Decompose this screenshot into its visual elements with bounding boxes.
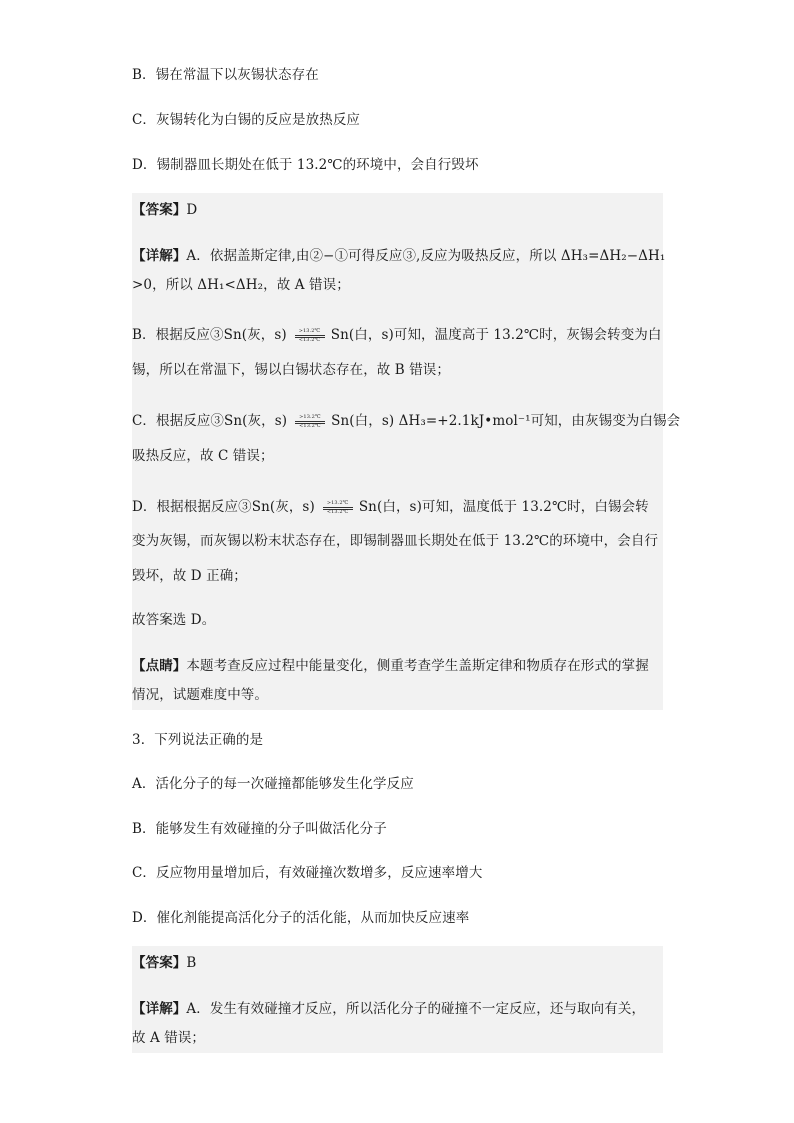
- answer-value: D: [186, 202, 198, 218]
- detail2-line-1: 【详解】A．发生有效碰撞才反应，所以活化分子的碰撞不一定反应，还与取向有关，: [132, 1001, 646, 1017]
- detail-d-line-2: 变为灰锡，而灰锡以粉末状态存在，即锡制器皿长期处在低于 13.2℃的环境中，会自行: [132, 533, 659, 549]
- option-c: C．灰锡转化为白锡的反应是放热反应: [132, 112, 361, 128]
- detail-label: 【详解】: [132, 248, 187, 264]
- question-3: 3．下列说法正确的是: [132, 732, 264, 748]
- option-b: B．锡在常温下以灰锡状态存在: [132, 67, 319, 83]
- conclusion: 故答案选 D。: [132, 612, 216, 628]
- detail-a-line-1: 【详解】A．依据盖斯定律,由②−①可得反应③,反应为吸热反应，所以 ΔH₃=ΔH₂−ΔH₁: [132, 248, 666, 264]
- detail-b-line-2: 锡，所以在常温下，锡以白锡状态存在，故 B 错误；: [132, 362, 451, 378]
- question-3-option-c: C．反应物用量增加后，有效碰撞次数增多，反应速率增大: [132, 865, 483, 881]
- detail2-line-2: 故 A 错误；: [132, 1030, 206, 1046]
- detail-a-line-2: >0，所以 ΔH₁<ΔH₂，故 A 错误；: [132, 277, 350, 293]
- reversible-arrow-icon: $\frac{>13.2℃}{<13.2℃}$: [317, 500, 357, 516]
- question-3-option-a: A．活化分子的每一次碰撞都能够发生化学反应: [132, 776, 414, 792]
- detail-d-line-3: 毁坏，故 D 正确；: [132, 568, 247, 584]
- detail-d-line-1: D．根据根据反应③Sn(灰，s) $\frac{>13.2℃}{<13.2℃}$ Sn(白，s)可知，温度低于 13.2℃时，白锡会转: [132, 499, 649, 515]
- comment-label: 【点睛】: [132, 658, 187, 674]
- answer2-line: 【答案】B: [132, 955, 197, 971]
- comment-line-2: 情况，试题难度中等。: [132, 687, 268, 703]
- comment-line-1: 【点睛】本题考查反应过程中能量变化，侧重考查学生盖斯定律和物质存在形式的掌握: [132, 658, 649, 674]
- detail-c-line-2: 吸热反应，故 C 错误；: [132, 448, 274, 464]
- question-3-option-d: D．催化剂能提高活化分子的活化能，从而加快反应速率: [132, 910, 470, 926]
- reversible-arrow-icon: $\frac{>13.2℃}{<13.2℃}$: [289, 328, 329, 344]
- answer-line: [132, 200, 197, 220]
- answer-label: 【答案】: [132, 202, 187, 218]
- option-d: D．锡制器皿长期处在低于 13.2℃的环境中，会自行毁坏: [132, 157, 479, 173]
- detail-c-line-1: C．根据反应③Sn(灰，s) $\frac{>13.2℃}{<13.2℃}$ Sn(白，s) ΔH₃=+2.1kJ•mol⁻¹可知，由灰锡变为白锡会: [132, 413, 681, 429]
- detail-b-line-1: B．根据反应③Sn(灰，s) $\frac{>13.2℃}{<13.2℃}$ Sn(白，s)可知，温度高于 13.2℃时，灰锡会转变为白: [132, 327, 662, 343]
- reversible-arrow-icon: $\frac{>13.2℃}{<13.2℃}$: [289, 414, 329, 430]
- question-3-option-b: B．能够发生有效碰撞的分子叫做活化分子: [132, 821, 387, 837]
